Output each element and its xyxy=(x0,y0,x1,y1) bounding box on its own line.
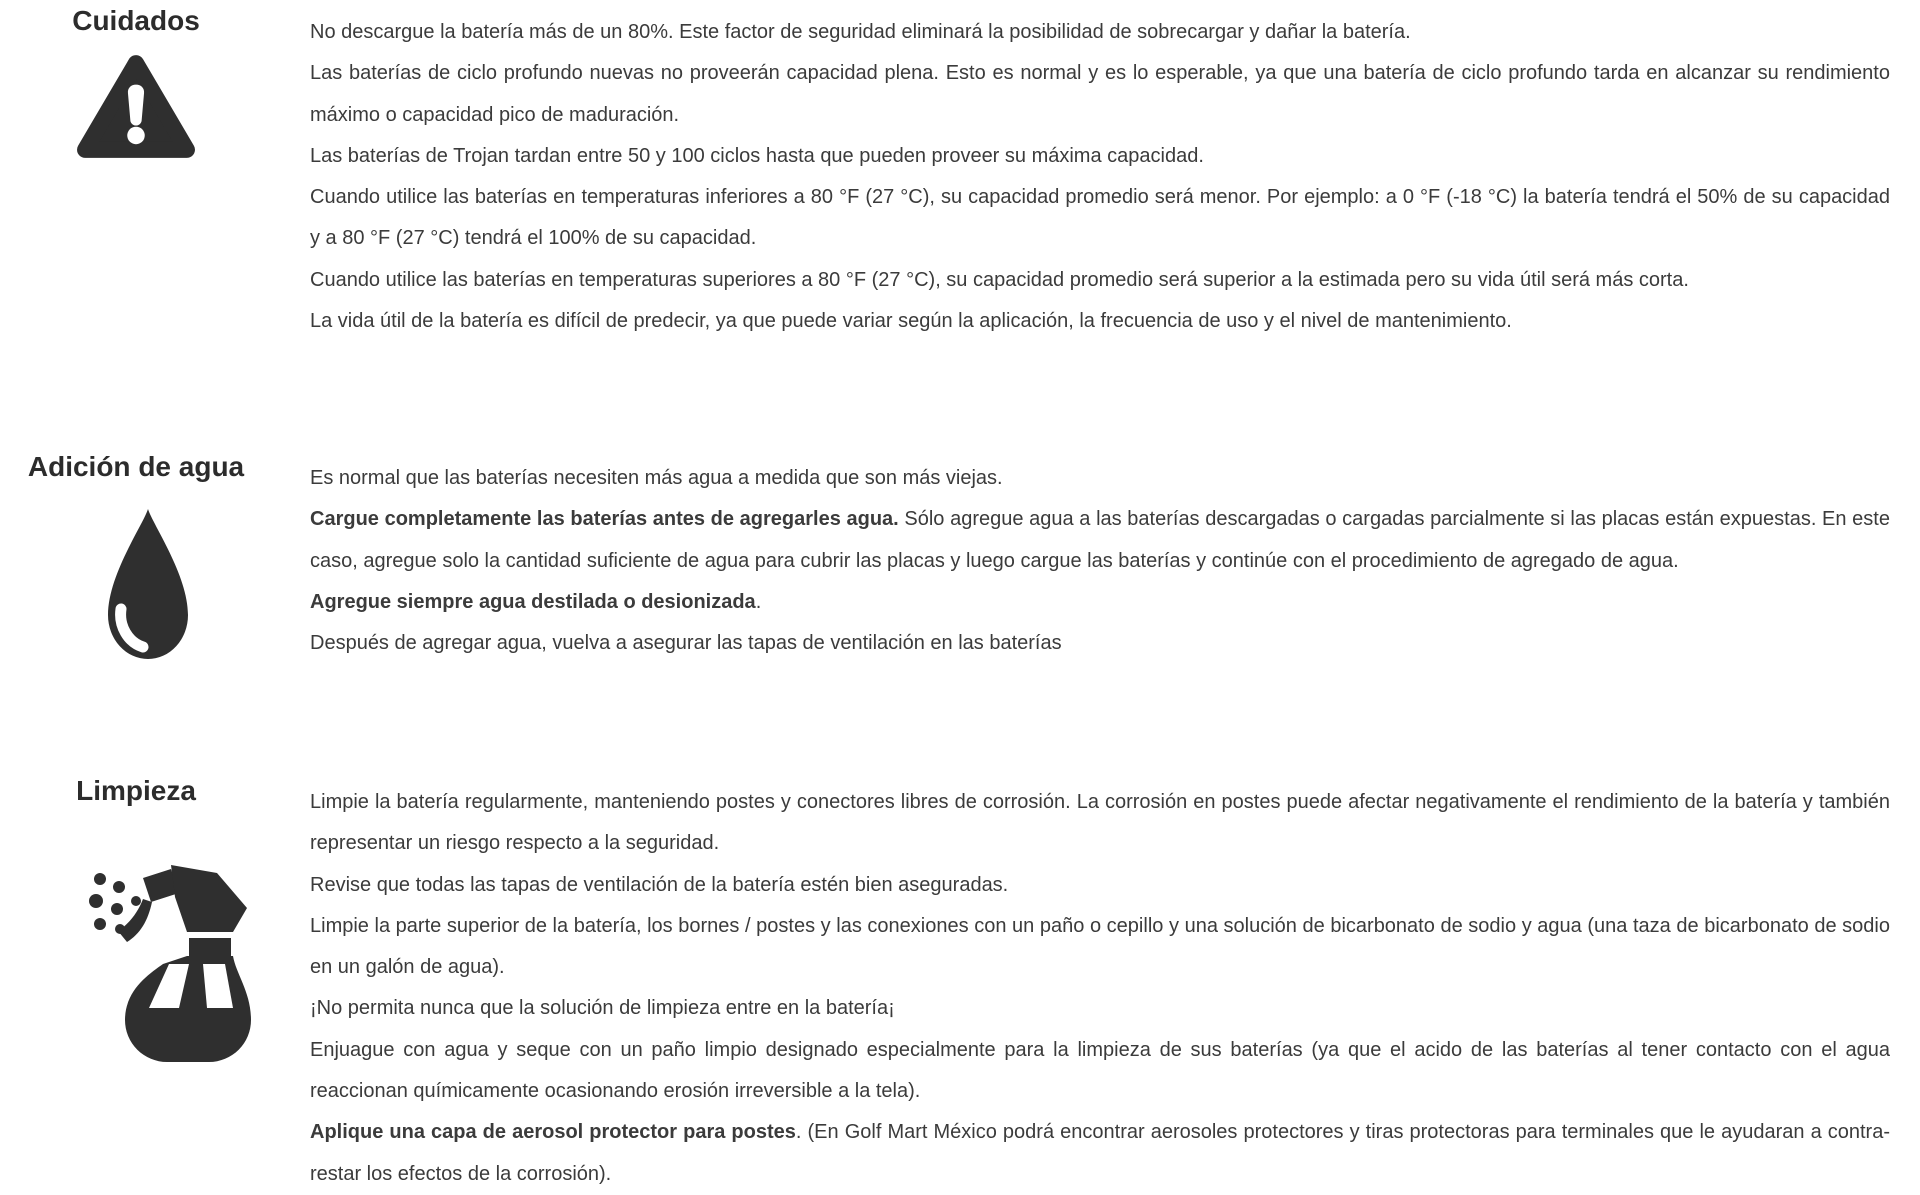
warning-triangle-icon xyxy=(75,53,197,159)
paragraph xyxy=(310,458,1890,499)
text-run: Cuando utilice las baterías en temperaturas superiores a 80 °F (27 °C), su capacidad promedio será superior a la estimada pero su vida útil será más corta. xyxy=(310,268,1689,291)
paragraph xyxy=(310,865,1890,906)
water-drop-icon xyxy=(98,505,198,665)
spray-bottle-icon xyxy=(87,842,255,1068)
paragraph xyxy=(310,906,1890,989)
section-limpieza-sidebar xyxy=(0,774,272,1068)
section-heading-cuidados: Cuidados xyxy=(72,5,200,36)
text-run: Las baterías de ciclo profundo nuevas no proveerán capacidad plena. Esto es normal y es lo esperable, ya que una batería de ciclo profundo tarda en alcanzar su rendimiento máximo o capacidad pico de maduración. xyxy=(310,62,1890,126)
paragraph xyxy=(310,582,1890,623)
section-heading-adicion-de-agua: Adición de agua xyxy=(27,451,245,482)
paragraph xyxy=(310,177,1890,260)
paragraph xyxy=(310,301,1890,342)
section-limpieza-text xyxy=(310,774,1890,1195)
section-heading-limpieza: Limpieza xyxy=(76,775,196,806)
paragraph xyxy=(310,53,1890,136)
text-run-bold: Cargue completamente las baterías antes de agregarles agua. xyxy=(310,508,899,531)
text-run-bold: Agregue siempre agua destilada o desionizada xyxy=(310,590,756,613)
section-adicion-de-agua xyxy=(0,450,1920,665)
paragraph xyxy=(310,136,1890,177)
text-run: Enjuague con agua y seque con un paño limpio designado especialmente para la limpieza de sus baterías (ya que el acido de las baterías al tener contacto con el agua reaccionan químicamente ocasionando erosión irreversible a la tela). xyxy=(310,1038,1890,1103)
section-agua-sidebar xyxy=(0,450,272,665)
text-run: La vida útil de la batería es difícil de predecir, ya que puede variar según la aplicación, la frecuencia de uso y el nivel de mantenimiento. xyxy=(310,310,1512,333)
text-run: . xyxy=(755,590,762,613)
section-cuidados-sidebar xyxy=(0,4,272,159)
text-run: Sólo agregue agua a las baterías descargadas o cargadas parcialmente si las placas están expuestas. En este caso, agregue solo la cantidad suficiente de agua para cubrir las placas y luego cargue las baterías y continúe con el procedimiento de agregado de agua. xyxy=(310,508,1890,572)
section-agua-text xyxy=(310,450,1890,664)
text-run: Las baterías de Trojan tardan entre 50 y 100 ciclos hasta que pueden proveer su máxima capacidad. xyxy=(310,144,1204,167)
paragraph xyxy=(310,499,1890,582)
text-run: Después de agregar agua, vuelva a asegurar las tapas de ventilación en las baterías xyxy=(310,632,1062,655)
paragraph xyxy=(310,1030,1890,1113)
text-run: ¡No permita nunca que la solución de limpieza entre en la batería¡ xyxy=(310,997,895,1020)
text-run: Limpie la parte superior de la batería, los bornes / postes y las conexiones con un paño o cepillo y una solución de bicarbonato de sodio y agua (una taza de bicarbonato de sodio en un galón de agua). xyxy=(310,914,1890,979)
section-limpieza xyxy=(0,774,1920,1195)
text-run: Cuando utilice las baterías en temperaturas inferiores a 80 °F (27 °C), su capacidad promedio será menor. Por ejemplo: a 0 °F (-18 °C) la batería tendrá el 50% de su capacidad y a 80 °F (27 °C) tendrá el 100% de su capacidad. xyxy=(310,186,1890,250)
paragraph xyxy=(310,782,1890,865)
text-run-bold: Aplique una capa de aerosol protector para postes xyxy=(310,1121,796,1144)
text-run: No descargue la batería más de un 80%. Este factor de seguridad eliminará la posibilidad de sobrecargar y dañar la batería. xyxy=(310,21,1411,43)
paragraph xyxy=(310,623,1890,664)
paragraph xyxy=(310,1112,1890,1195)
paragraph xyxy=(310,260,1890,301)
section-cuidados xyxy=(0,4,1920,342)
section-cuidados-text xyxy=(310,4,1890,342)
text-run: . (En Golf Mart México podrá encontrar aerosoles protectores y tiras protectoras para terminales que le ayudaran a contra-restar los efectos de la corrosión). xyxy=(310,1121,1891,1185)
paragraph xyxy=(310,988,1890,1029)
text-run: Es normal que las baterías necesiten más agua a medida que son más viejas. xyxy=(310,467,1003,489)
text-run: Limpie la batería regularmente, manteniendo postes y conectores libres de corrosión. La corrosión en postes puede afectar negativamente el rendimiento de la batería y también representar un riesgo respecto a la seguridad. xyxy=(310,791,1890,855)
paragraph xyxy=(310,12,1890,53)
text-run: Revise que todas las tapas de ventilación de la batería estén bien aseguradas. xyxy=(310,873,1009,896)
